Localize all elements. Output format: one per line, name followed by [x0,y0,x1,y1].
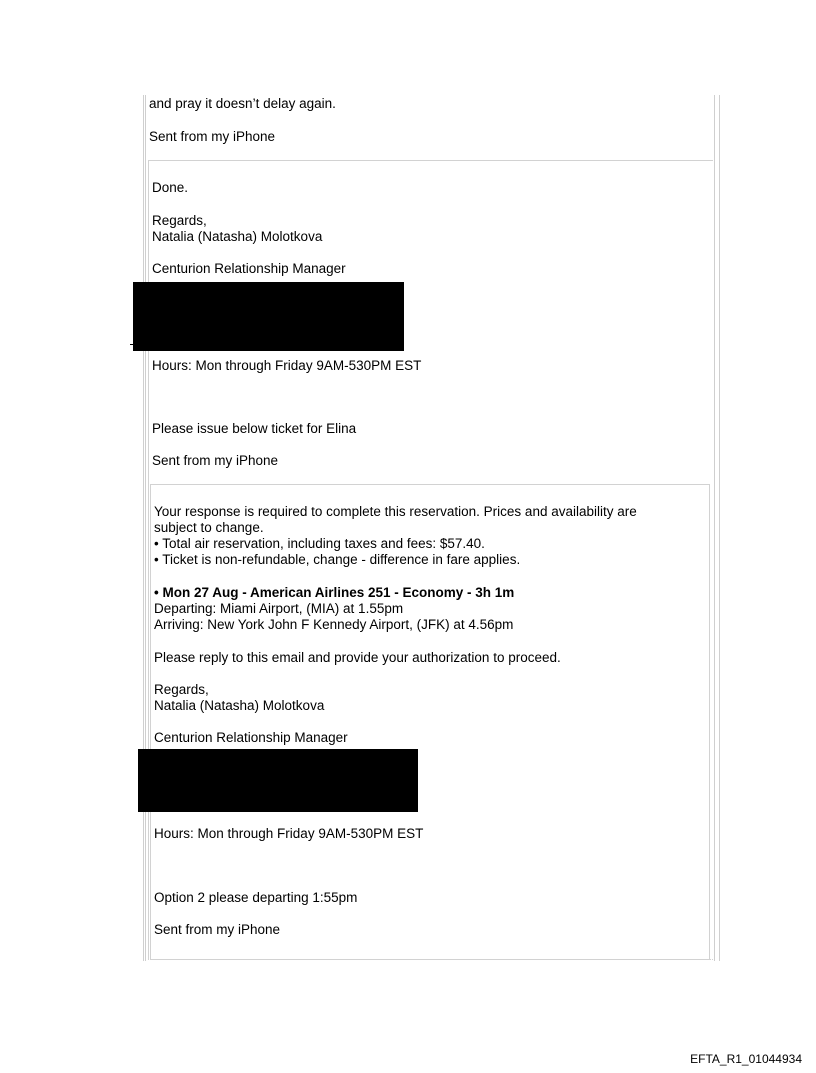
reservation-title: Centurion Relationship Manager [154,730,348,745]
reservation-intro-line1: Your response is required to complete this reservation. Prices and availability are [154,504,637,519]
option-reply-body: Option 2 please departing 1:55pm [154,890,358,905]
reservation-reply-instruction: Please reply to this email and provide your authorization to proceed. [154,650,561,665]
document-id: EFTA_R1_01044934 [690,1052,802,1066]
redaction-block-1 [133,282,404,351]
redaction-block-2 [138,749,418,812]
reservation-name: Natalia (Natasha) Molotkova [154,698,325,713]
flight-arriving: Arriving: New York John F Kennedy Airport, (JFK) at 4.56pm [154,617,514,632]
request-body: Please issue below ticket for Elina [152,421,357,436]
reservation-bullet-total: • Total air reservation, including taxes and fees: $57.40. [154,536,485,551]
top-message-signature: Sent from my iPhone [149,129,276,144]
request-signature: Sent from my iPhone [152,453,279,468]
reply-done-regards: Regards, [152,213,207,228]
option-reply-signature: Sent from my iPhone [154,922,281,937]
reservation-hours: Hours: Mon through Friday 9AM-530PM EST [154,826,424,841]
reservation-regards: Regards, [154,682,209,697]
reply-done-name: Natalia (Natasha) Molotkova [152,229,323,244]
flight-heading: • Mon 27 Aug - American Airlines 251 - Economy - 3h 1m [154,585,515,600]
reservation-intro-line2: subject to change. [154,520,264,535]
flight-departing: Departing: Miami Airport, (MIA) at 1.55pm [154,601,404,616]
redaction-tick-mark [130,344,138,345]
outer-quote-border-right [714,95,720,961]
reply-done-body: Done. [152,180,189,195]
outer-quote-border-left [143,95,146,961]
reservation-bullet-ticket: • Ticket is non-refundable, change - difference in fare applies. [154,552,521,567]
reply-done-title: Centurion Relationship Manager [152,261,346,276]
top-message-line: and pray it doesn’t delay again. [149,96,336,111]
reply-done-hours: Hours: Mon through Friday 9AM-530PM EST [152,358,422,373]
